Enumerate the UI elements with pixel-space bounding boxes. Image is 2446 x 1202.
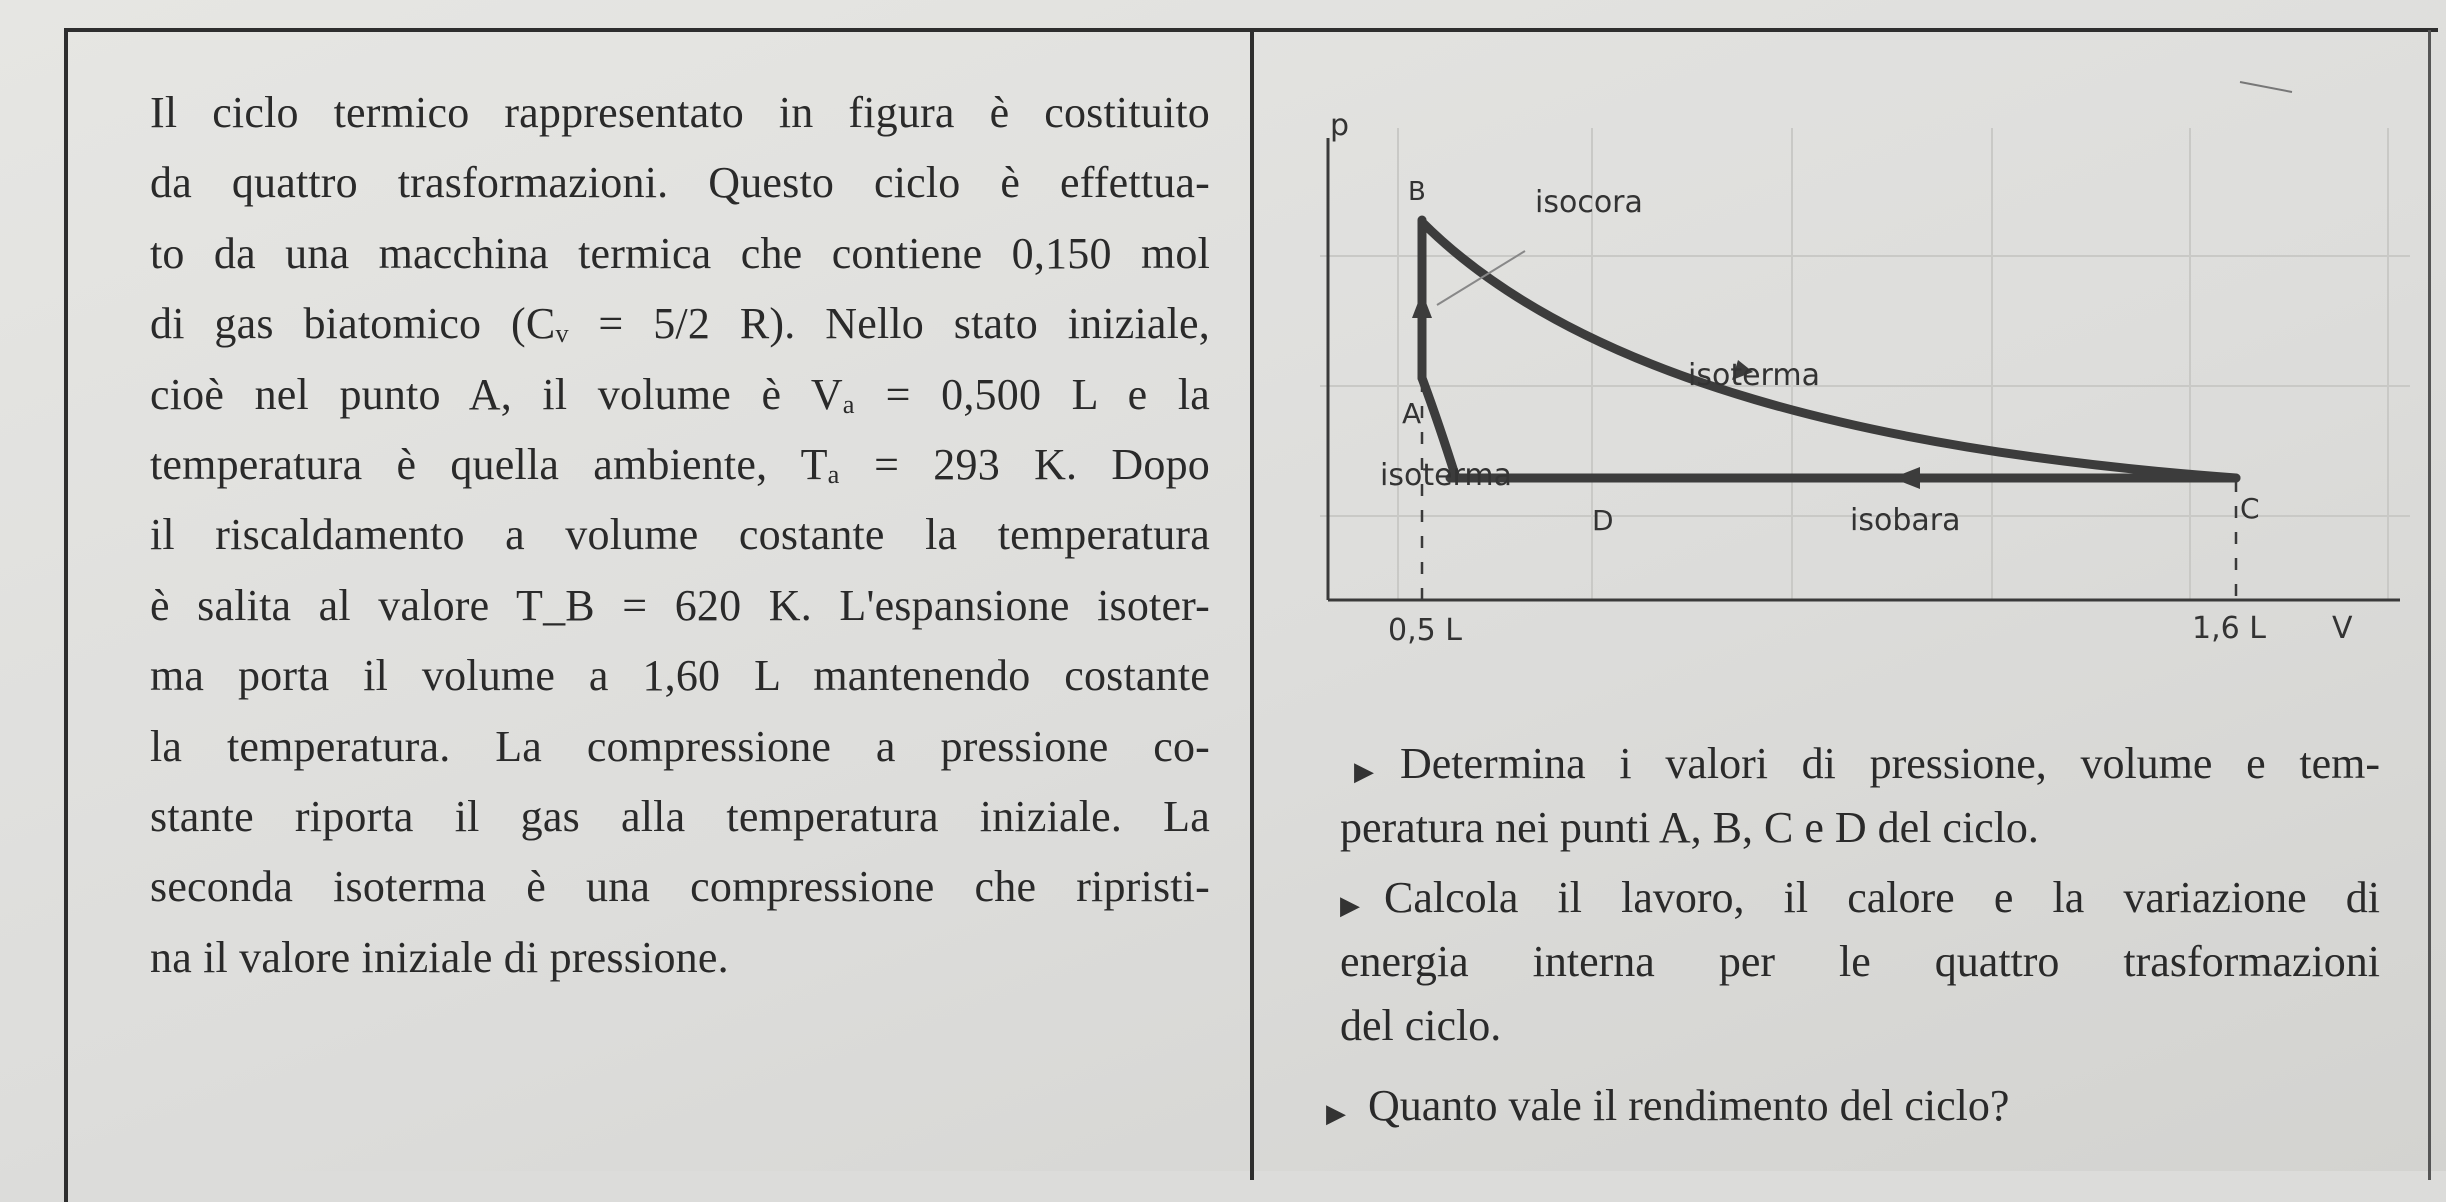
question-line: del ciclo. xyxy=(1340,1001,1502,1050)
isocora-label: isocora xyxy=(1535,185,1643,220)
question-line: Calcola il lavoro, il calore e la variazione di xyxy=(1384,873,2380,922)
problem-line: Il ciclo termico rappresentato in figura è costituito xyxy=(150,88,1210,137)
point-a-label: A xyxy=(1402,397,1422,430)
problem-line: na il valore iniziale di pressione. xyxy=(150,932,729,982)
problem-line: di gas biatomico (Cᵥ = 5/2 R). Nello stato iniziale, xyxy=(150,299,1210,349)
v-tick-05: 0,5 L xyxy=(1388,613,1462,648)
point-d-label: D xyxy=(1592,504,1614,537)
point-c-label: C xyxy=(2240,492,2260,525)
bullet-arrow-icon: ▶ xyxy=(1326,1099,1346,1129)
question-item xyxy=(1340,866,2380,1058)
problem-line: è salita al valore T_B = 620 K. L'espansione isoter- xyxy=(150,580,1210,630)
bullet-arrow-icon: ▶ xyxy=(1340,891,1360,921)
right-border xyxy=(2428,30,2431,1180)
problem-line: da quattro trasformazioni. Questo ciclo è effettua- xyxy=(150,158,1210,208)
question-item xyxy=(1326,1074,2380,1138)
problem-line: la temperatura. La compressione a pressione co- xyxy=(150,721,1210,771)
problem-line: il riscaldamento a volume costante la temperatura xyxy=(150,510,1210,560)
column-divider xyxy=(1250,30,1254,1180)
question-item xyxy=(1340,732,2380,860)
question-line: energia interna per le quattro trasformazioni xyxy=(1340,937,2380,986)
problem-line: seconda isoterma è una compressione che ripristi- xyxy=(150,862,1210,912)
problem-line: temperatura è quella ambiente, Tₐ = 293 K. Dopo xyxy=(150,440,1210,490)
isobara-label: isobara xyxy=(1850,503,1961,538)
problem-line: stante riporta il gas alla temperatura iniziale. La xyxy=(150,792,1210,842)
problem-statement xyxy=(150,78,1210,993)
problem-line: ma porta il volume a 1,60 L mantenendo costante xyxy=(150,651,1210,701)
isoterma-top-label: isoterma xyxy=(1688,358,1820,393)
problem-line: to da una macchina termica che contiene 0,150 mol xyxy=(150,228,1210,278)
isothermal-bc xyxy=(1422,222,2236,478)
problem-line: cioè nel punto A, il volume è Vₐ = 0,500 L e la xyxy=(150,369,1210,419)
v-tick-16: 1,6 L xyxy=(2192,611,2266,646)
arrow-cd xyxy=(1892,467,1920,489)
pv-diagram xyxy=(1280,60,2420,680)
bullet-arrow-icon: ▶ xyxy=(1354,757,1374,787)
arrow-up xyxy=(1412,292,1432,318)
p-axis-label: p xyxy=(1330,108,1350,143)
isoterma-bottom-label: isoterma xyxy=(1380,458,1512,493)
cycle-path xyxy=(1422,220,2236,478)
question-line: Quanto vale il rendimento del ciclo? xyxy=(1368,1081,2010,1130)
corner-mark xyxy=(2240,82,2292,92)
question-line: Determina i valori di pressione, volume e tem- xyxy=(1400,739,2380,788)
question-line: peratura nei punti A, B, C e D del ciclo. xyxy=(1340,803,2039,852)
v-axis-label: V xyxy=(2332,611,2353,646)
point-b-label: B xyxy=(1408,177,1426,207)
